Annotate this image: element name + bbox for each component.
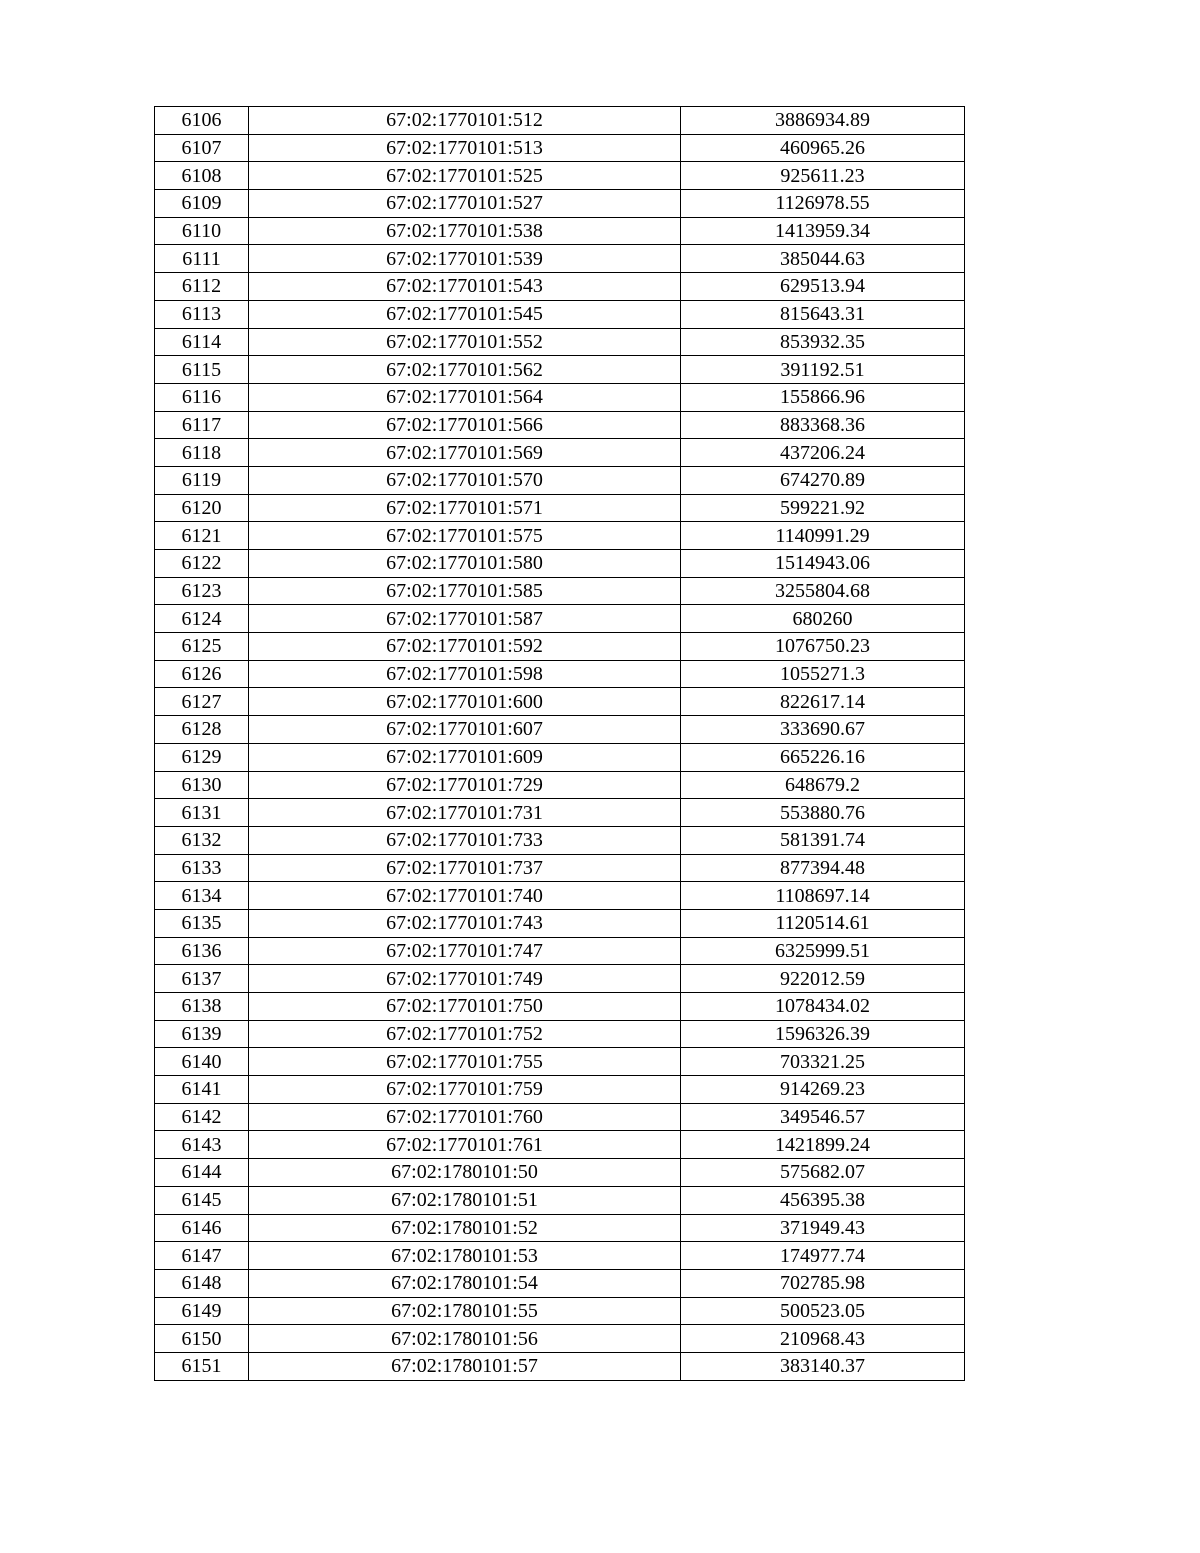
row-number-cell: 6144: [155, 1159, 249, 1187]
table-row: [155, 190, 965, 218]
value-cell: 1596326.39: [681, 1020, 965, 1048]
cadastral-number-cell: 67:02:1770101:609: [249, 743, 681, 771]
table-row: [155, 1103, 965, 1131]
cadastral-number-cell: 67:02:1770101:575: [249, 522, 681, 550]
row-number-cell: 6110: [155, 217, 249, 245]
cadastral-number-cell: 67:02:1780101:54: [249, 1269, 681, 1297]
value-cell: 877394.48: [681, 854, 965, 882]
row-number-cell: 6134: [155, 882, 249, 910]
cadastral-number-cell: 67:02:1770101:600: [249, 688, 681, 716]
value-cell: 333690.67: [681, 716, 965, 744]
row-number-cell: 6122: [155, 550, 249, 578]
cadastral-number-cell: 67:02:1780101:52: [249, 1214, 681, 1242]
row-number-cell: 6113: [155, 300, 249, 328]
row-number-cell: 6120: [155, 494, 249, 522]
cadastral-number-cell: 67:02:1770101:731: [249, 799, 681, 827]
table-row: [155, 466, 965, 494]
value-cell: 500523.05: [681, 1297, 965, 1325]
row-number-cell: 6140: [155, 1048, 249, 1076]
cadastral-number-cell: 67:02:1770101:580: [249, 550, 681, 578]
table-row: [155, 1242, 965, 1270]
cadastral-number-cell: 67:02:1770101:570: [249, 466, 681, 494]
table-row: [155, 273, 965, 301]
cadastral-number-cell: 67:02:1770101:585: [249, 577, 681, 605]
row-number-cell: 6123: [155, 577, 249, 605]
cadastral-number-cell: 67:02:1770101:543: [249, 273, 681, 301]
table-row: [155, 356, 965, 384]
table-row: [155, 1352, 965, 1380]
row-number-cell: 6125: [155, 633, 249, 661]
table-row: [155, 605, 965, 633]
table-row: [155, 660, 965, 688]
table-row: [155, 1159, 965, 1187]
table-row: [155, 993, 965, 1021]
value-cell: 575682.07: [681, 1159, 965, 1187]
cadastral-number-cell: 67:02:1780101:55: [249, 1297, 681, 1325]
cadastral-number-cell: 67:02:1770101:527: [249, 190, 681, 218]
value-cell: 883368.36: [681, 411, 965, 439]
table-row: [155, 383, 965, 411]
row-number-cell: 6119: [155, 466, 249, 494]
row-number-cell: 6128: [155, 716, 249, 744]
value-cell: 371949.43: [681, 1214, 965, 1242]
table-row: [155, 826, 965, 854]
value-cell: 914269.23: [681, 1076, 965, 1104]
cadastral-number-cell: 67:02:1780101:53: [249, 1242, 681, 1270]
cadastral-number-cell: 67:02:1770101:743: [249, 909, 681, 937]
cadastral-number-cell: 67:02:1770101:512: [249, 107, 681, 135]
cadastral-number-cell: 67:02:1780101:51: [249, 1186, 681, 1214]
cadastral-number-cell: 67:02:1770101:750: [249, 993, 681, 1021]
cadastral-number-cell: 67:02:1770101:569: [249, 439, 681, 467]
value-cell: 1421899.24: [681, 1131, 965, 1159]
row-number-cell: 6106: [155, 107, 249, 135]
row-number-cell: 6130: [155, 771, 249, 799]
table-row: [155, 245, 965, 273]
table-row: [155, 854, 965, 882]
value-cell: 3255804.68: [681, 577, 965, 605]
row-number-cell: 6139: [155, 1020, 249, 1048]
value-cell: 210968.43: [681, 1325, 965, 1353]
table-row: [155, 439, 965, 467]
cadastral-number-cell: 67:02:1770101:513: [249, 134, 681, 162]
table-row: [155, 771, 965, 799]
value-cell: 853932.35: [681, 328, 965, 356]
value-cell: 349546.57: [681, 1103, 965, 1131]
table-row: [155, 633, 965, 661]
table-row: [155, 328, 965, 356]
cadastral-number-cell: 67:02:1770101:749: [249, 965, 681, 993]
value-cell: 1140991.29: [681, 522, 965, 550]
row-number-cell: 6121: [155, 522, 249, 550]
row-number-cell: 6132: [155, 826, 249, 854]
table-row: [155, 743, 965, 771]
table-row: [155, 1214, 965, 1242]
row-number-cell: 6107: [155, 134, 249, 162]
row-number-cell: 6136: [155, 937, 249, 965]
table-row: [155, 217, 965, 245]
value-cell: 383140.37: [681, 1352, 965, 1380]
cadastral-number-cell: 67:02:1770101:747: [249, 937, 681, 965]
cadastral-number-cell: 67:02:1770101:571: [249, 494, 681, 522]
cadastral-number-cell: 67:02:1770101:761: [249, 1131, 681, 1159]
row-number-cell: 6112: [155, 273, 249, 301]
row-number-cell: 6127: [155, 688, 249, 716]
table-row: [155, 162, 965, 190]
cadastral-number-cell: 67:02:1770101:538: [249, 217, 681, 245]
cadastral-number-cell: 67:02:1770101:539: [249, 245, 681, 273]
cadastral-number-cell: 67:02:1770101:552: [249, 328, 681, 356]
cadastral-number-cell: 67:02:1770101:607: [249, 716, 681, 744]
table-row: [155, 1297, 965, 1325]
table-row: [155, 1076, 965, 1104]
table-row: [155, 494, 965, 522]
value-cell: 822617.14: [681, 688, 965, 716]
value-cell: 1055271.3: [681, 660, 965, 688]
table-row: [155, 882, 965, 910]
row-number-cell: 6129: [155, 743, 249, 771]
cadastral-number-cell: 67:02:1780101:56: [249, 1325, 681, 1353]
cadastral-number-cell: 67:02:1780101:57: [249, 1352, 681, 1380]
table-row: [155, 550, 965, 578]
row-number-cell: 6126: [155, 660, 249, 688]
row-number-cell: 6116: [155, 383, 249, 411]
value-cell: 674270.89: [681, 466, 965, 494]
table-row: [155, 965, 965, 993]
value-cell: 460965.26: [681, 134, 965, 162]
cadastral-number-cell: 67:02:1770101:592: [249, 633, 681, 661]
row-number-cell: 6109: [155, 190, 249, 218]
row-number-cell: 6141: [155, 1076, 249, 1104]
table-row: [155, 1048, 965, 1076]
row-number-cell: 6145: [155, 1186, 249, 1214]
row-number-cell: 6151: [155, 1352, 249, 1380]
table-row: [155, 1186, 965, 1214]
row-number-cell: 6142: [155, 1103, 249, 1131]
cadastral-number-cell: 67:02:1770101:545: [249, 300, 681, 328]
row-number-cell: 6111: [155, 245, 249, 273]
cadastral-number-cell: 67:02:1770101:752: [249, 1020, 681, 1048]
row-number-cell: 6137: [155, 965, 249, 993]
cadastral-number-cell: 67:02:1770101:740: [249, 882, 681, 910]
row-number-cell: 6124: [155, 605, 249, 633]
table-row: [155, 1325, 965, 1353]
table-row: [155, 134, 965, 162]
cadastral-number-cell: 67:02:1770101:755: [249, 1048, 681, 1076]
cadastral-number-cell: 67:02:1770101:566: [249, 411, 681, 439]
value-cell: 1078434.02: [681, 993, 965, 1021]
value-cell: 680260: [681, 605, 965, 633]
value-cell: 385044.63: [681, 245, 965, 273]
value-cell: 703321.25: [681, 1048, 965, 1076]
table-row: [155, 300, 965, 328]
value-cell: 815643.31: [681, 300, 965, 328]
row-number-cell: 6138: [155, 993, 249, 1021]
table-row: [155, 1131, 965, 1159]
value-cell: 553880.76: [681, 799, 965, 827]
cadastral-number-cell: 67:02:1770101:598: [249, 660, 681, 688]
table-row: [155, 411, 965, 439]
value-cell: 629513.94: [681, 273, 965, 301]
cadastral-number-cell: 67:02:1770101:759: [249, 1076, 681, 1104]
cadastral-number-cell: 67:02:1770101:525: [249, 162, 681, 190]
cadastral-number-cell: 67:02:1770101:562: [249, 356, 681, 384]
value-cell: 1126978.55: [681, 190, 965, 218]
row-number-cell: 6118: [155, 439, 249, 467]
cadastral-number-cell: 67:02:1770101:733: [249, 826, 681, 854]
value-cell: 1108697.14: [681, 882, 965, 910]
table-row: [155, 1020, 965, 1048]
table-row: [155, 799, 965, 827]
cadastral-number-cell: 67:02:1770101:760: [249, 1103, 681, 1131]
table-row: [155, 1269, 965, 1297]
data-table: [154, 106, 965, 1381]
row-number-cell: 6149: [155, 1297, 249, 1325]
table-body: [155, 107, 965, 1381]
row-number-cell: 6131: [155, 799, 249, 827]
table-row: [155, 522, 965, 550]
value-cell: 174977.74: [681, 1242, 965, 1270]
row-number-cell: 6108: [155, 162, 249, 190]
row-number-cell: 6135: [155, 909, 249, 937]
table-row: [155, 688, 965, 716]
cadastral-number-cell: 67:02:1770101:737: [249, 854, 681, 882]
value-cell: 922012.59: [681, 965, 965, 993]
value-cell: 599221.92: [681, 494, 965, 522]
cadastral-number-cell: 67:02:1770101:564: [249, 383, 681, 411]
value-cell: 155866.96: [681, 383, 965, 411]
value-cell: 391192.51: [681, 356, 965, 384]
row-number-cell: 6143: [155, 1131, 249, 1159]
row-number-cell: 6148: [155, 1269, 249, 1297]
value-cell: 925611.23: [681, 162, 965, 190]
cadastral-number-cell: 67:02:1770101:587: [249, 605, 681, 633]
value-cell: 1076750.23: [681, 633, 965, 661]
table-row: [155, 577, 965, 605]
value-cell: 3886934.89: [681, 107, 965, 135]
row-number-cell: 6115: [155, 356, 249, 384]
value-cell: 1514943.06: [681, 550, 965, 578]
value-cell: 456395.38: [681, 1186, 965, 1214]
row-number-cell: 6146: [155, 1214, 249, 1242]
row-number-cell: 6133: [155, 854, 249, 882]
table-row: [155, 909, 965, 937]
row-number-cell: 6147: [155, 1242, 249, 1270]
row-number-cell: 6114: [155, 328, 249, 356]
row-number-cell: 6150: [155, 1325, 249, 1353]
value-cell: 1120514.61: [681, 909, 965, 937]
table-row: [155, 716, 965, 744]
value-cell: 665226.16: [681, 743, 965, 771]
value-cell: 648679.2: [681, 771, 965, 799]
cadastral-number-cell: 67:02:1770101:729: [249, 771, 681, 799]
value-cell: 1413959.34: [681, 217, 965, 245]
table-row: [155, 937, 965, 965]
row-number-cell: 6117: [155, 411, 249, 439]
table-row: [155, 107, 965, 135]
value-cell: 581391.74: [681, 826, 965, 854]
value-cell: 702785.98: [681, 1269, 965, 1297]
value-cell: 437206.24: [681, 439, 965, 467]
cadastral-number-cell: 67:02:1780101:50: [249, 1159, 681, 1187]
value-cell: 6325999.51: [681, 937, 965, 965]
